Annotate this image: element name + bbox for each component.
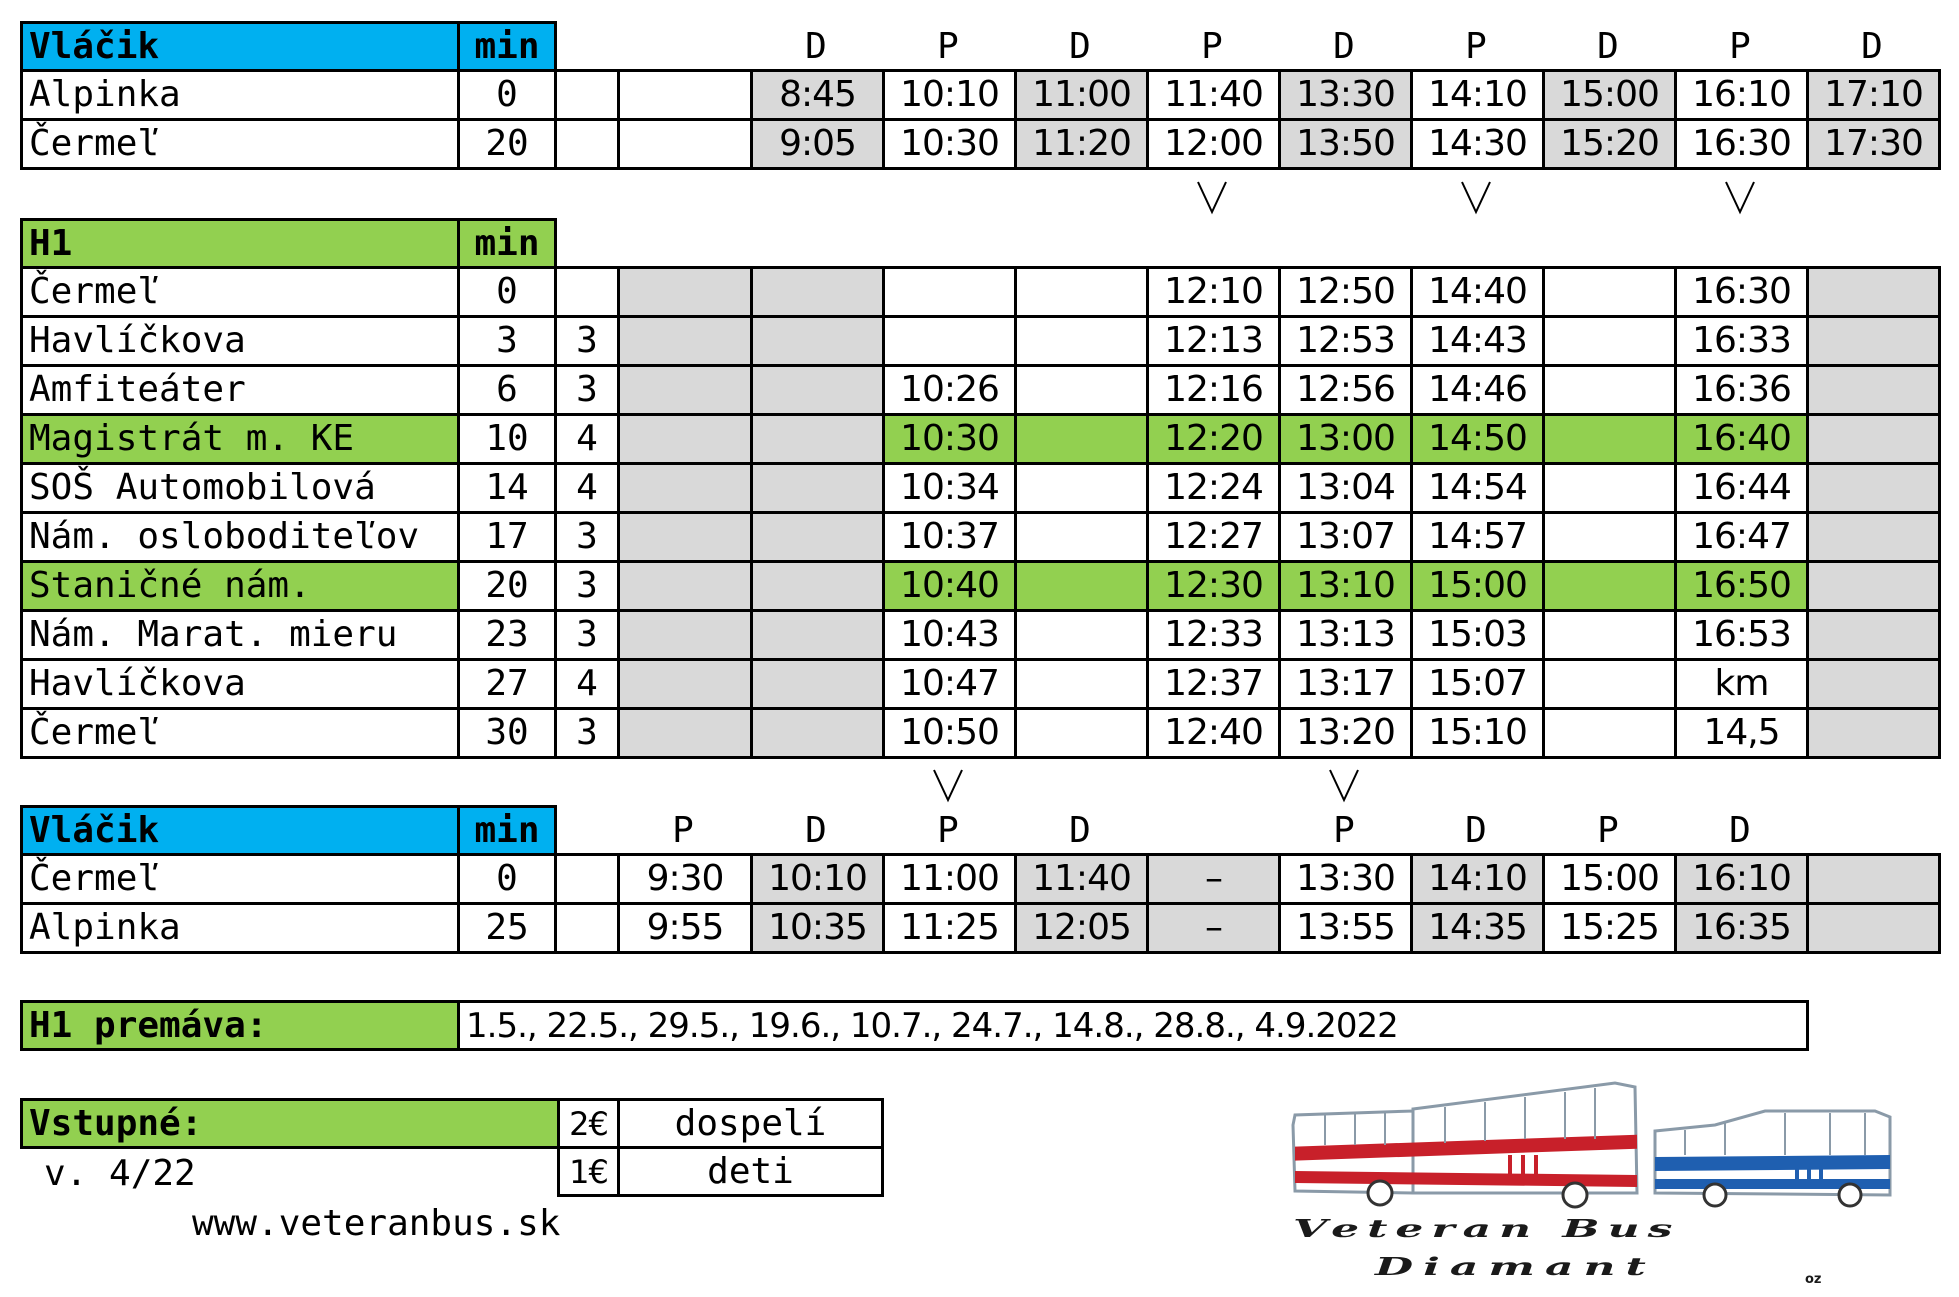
time-cell: 16:30	[1674, 118, 1809, 170]
time-cell: 14:10	[1410, 69, 1545, 121]
admission-label: Vstupné:	[20, 1098, 560, 1149]
time-cell	[617, 511, 753, 563]
stop-interval: 3	[554, 609, 620, 661]
time-cell: 13:00	[1278, 413, 1413, 465]
stop-minutes: 25	[457, 902, 557, 954]
version-label: v. 4/22	[44, 1153, 196, 1194]
time-cell: 16:40	[1674, 413, 1809, 465]
time-cell: 10:47	[882, 658, 1017, 710]
day-type: D	[1597, 26, 1619, 67]
time-cell	[617, 462, 753, 514]
time-cell	[750, 511, 885, 563]
day-type: P	[1729, 26, 1751, 67]
day-type: P	[937, 810, 959, 851]
stop-minutes: 3	[457, 315, 557, 367]
time-cell	[1806, 266, 1941, 318]
time-cell: 15:20	[1542, 118, 1677, 170]
time-cell: 16:10	[1674, 853, 1809, 905]
time-cell: 13:30	[1278, 69, 1413, 121]
time-cell	[1806, 609, 1941, 661]
day-type: P	[937, 26, 959, 67]
time-cell: 14:30	[1410, 118, 1545, 170]
adult-label: dospelí	[617, 1098, 884, 1149]
stop-minutes: 27	[457, 658, 557, 710]
time-cell	[1014, 364, 1149, 416]
time-cell	[617, 658, 753, 710]
time-cell: 14:40	[1410, 266, 1545, 318]
time-cell	[1014, 315, 1149, 367]
adult-price: 2€	[557, 1098, 620, 1149]
time-cell: 13:50	[1278, 118, 1413, 170]
time-cell: 16:33	[1674, 315, 1809, 367]
blank-cell	[554, 902, 620, 954]
time-cell: 10:30	[882, 118, 1017, 170]
time-cell: 8:45	[750, 69, 885, 121]
time-cell: 12:27	[1146, 511, 1281, 563]
connection-arrow-icon	[1674, 178, 1806, 218]
time-cell: 11:40	[1146, 69, 1281, 121]
stop-interval: 3	[554, 364, 620, 416]
stop-name: SOŠ Automobilová	[20, 462, 460, 514]
time-cell	[750, 560, 885, 612]
time-cell	[1542, 609, 1677, 661]
connection-arrow-icon	[882, 766, 1014, 806]
time-cell: km	[1674, 658, 1809, 710]
veteran-bus-logo	[1285, 1075, 1905, 1290]
time-cell: 12:10	[1146, 266, 1281, 318]
time-cell	[750, 413, 885, 465]
time-cell	[1806, 462, 1941, 514]
day-type: D	[1069, 810, 1091, 851]
operating-days-label: H1 premáva:	[20, 1000, 460, 1051]
time-cell: 15:00	[1410, 560, 1545, 612]
time-cell	[1014, 707, 1149, 759]
stop-minutes: 20	[457, 118, 557, 170]
time-cell	[750, 462, 885, 514]
time-cell: 11:20	[1014, 118, 1149, 170]
time-cell: 9:55	[617, 902, 753, 954]
time-cell: 14,5	[1674, 707, 1809, 759]
time-cell	[617, 609, 753, 661]
time-cell: 15:00	[1542, 853, 1677, 905]
time-cell: 14:46	[1410, 364, 1545, 416]
stop-name: Staničné nám.	[20, 560, 460, 612]
time-cell	[1806, 658, 1941, 710]
stop-name: Čermeľ	[20, 266, 460, 318]
time-cell	[617, 266, 753, 318]
time-cell	[750, 315, 885, 367]
day-type: D	[805, 810, 827, 851]
time-cell	[617, 707, 753, 759]
day-type: D	[805, 26, 827, 67]
day-type: D	[1333, 26, 1355, 67]
blank-cell	[617, 69, 753, 121]
stop-name: Čermeľ	[20, 707, 460, 759]
time-cell: 12:13	[1146, 315, 1281, 367]
blank-cell	[554, 69, 620, 121]
time-cell	[1806, 707, 1941, 759]
time-cell	[1014, 658, 1149, 710]
time-cell: 12:56	[1278, 364, 1413, 416]
stop-name: Čermeľ	[20, 118, 460, 170]
time-cell: 10:50	[882, 707, 1017, 759]
stop-name: Amfiteáter	[20, 364, 460, 416]
top-min-header: min	[457, 21, 557, 72]
stop-name: Havlíčkova	[20, 658, 460, 710]
stop-minutes: 20	[457, 560, 557, 612]
time-cell	[750, 364, 885, 416]
stop-interval: 4	[554, 462, 620, 514]
time-cell	[1542, 511, 1677, 563]
time-cell	[1806, 511, 1941, 563]
time-cell: 17:10	[1806, 69, 1941, 121]
time-cell: 10:26	[882, 364, 1017, 416]
time-cell: 13:04	[1278, 462, 1413, 514]
time-cell: 13:55	[1278, 902, 1413, 954]
time-cell	[750, 707, 885, 759]
stop-name: Alpinka	[20, 902, 460, 954]
child-label: deti	[617, 1146, 884, 1197]
time-cell	[1806, 902, 1941, 954]
stop-minutes: 23	[457, 609, 557, 661]
time-cell: 10:35	[750, 902, 885, 954]
time-cell: 12:20	[1146, 413, 1281, 465]
time-cell	[1542, 315, 1677, 367]
bottom-min-header: min	[457, 805, 557, 856]
time-cell: 13:17	[1278, 658, 1413, 710]
time-cell: 12:00	[1146, 118, 1281, 170]
website-link[interactable]: www.veteranbus.sk	[192, 1203, 561, 1244]
time-cell: 16:50	[1674, 560, 1809, 612]
logo-line1: Veteran Bus	[1293, 1215, 1681, 1244]
time-cell: 11:40	[1014, 853, 1149, 905]
time-cell	[1014, 511, 1149, 563]
time-cell: 15:03	[1410, 609, 1545, 661]
time-cell: 14:57	[1410, 511, 1545, 563]
time-cell: –	[1146, 902, 1281, 954]
stop-name: Nám. osloboditeľov	[20, 511, 460, 563]
time-cell	[1542, 560, 1677, 612]
time-cell	[1806, 560, 1941, 612]
time-cell: 13:10	[1278, 560, 1413, 612]
time-cell	[617, 315, 753, 367]
stop-interval: 3	[554, 315, 620, 367]
time-cell: 16:47	[1674, 511, 1809, 563]
time-cell	[1014, 462, 1149, 514]
h1-min-header: min	[457, 218, 557, 269]
stop-interval: 4	[554, 413, 620, 465]
h1-header: H1	[20, 218, 460, 269]
time-cell	[1806, 413, 1941, 465]
time-cell: 10:10	[882, 69, 1017, 121]
time-cell: 14:50	[1410, 413, 1545, 465]
connection-arrow-icon	[1278, 766, 1410, 806]
time-cell: 12:53	[1278, 315, 1413, 367]
time-cell	[750, 658, 885, 710]
time-cell	[1542, 364, 1677, 416]
day-type: D	[1729, 810, 1751, 851]
time-cell	[882, 266, 1017, 318]
time-cell: 12:40	[1146, 707, 1281, 759]
time-cell	[617, 413, 753, 465]
top-train-header: Vláčik	[20, 21, 460, 72]
time-cell	[1806, 853, 1941, 905]
stop-minutes: 17	[457, 511, 557, 563]
stop-name: Magistrát m. KE	[20, 413, 460, 465]
time-cell: 13:30	[1278, 853, 1413, 905]
time-cell	[1542, 658, 1677, 710]
day-type: P	[1465, 26, 1487, 67]
time-cell: 16:35	[1674, 902, 1809, 954]
time-cell: 11:25	[882, 902, 1017, 954]
time-cell: 12:30	[1146, 560, 1281, 612]
time-cell: 15:25	[1542, 902, 1677, 954]
time-cell: 10:40	[882, 560, 1017, 612]
time-cell: 13:07	[1278, 511, 1413, 563]
operating-days-dates: 1.5., 22.5., 29.5., 19.6., 10.7., 24.7., 14.8., 28.8., 4.9.2022	[457, 1000, 1809, 1051]
time-cell: 12:37	[1146, 658, 1281, 710]
day-type: P	[672, 810, 694, 851]
day-type: D	[1861, 26, 1883, 67]
time-cell: –	[1146, 853, 1281, 905]
day-type: D	[1069, 26, 1091, 67]
time-cell: 14:10	[1410, 853, 1545, 905]
logo-line2: Diamant	[1375, 1253, 1656, 1282]
time-cell	[1806, 364, 1941, 416]
connection-arrow-icon	[1410, 178, 1542, 218]
bus-illustration-icon	[1285, 1075, 1905, 1210]
time-cell	[617, 560, 753, 612]
time-cell: 10:43	[882, 609, 1017, 661]
day-type: P	[1597, 810, 1619, 851]
child-price: 1€	[557, 1146, 620, 1197]
stop-minutes: 0	[457, 853, 557, 905]
blank-cell	[554, 853, 620, 905]
time-cell: 9:30	[617, 853, 753, 905]
logo-suffix: oz	[1805, 1272, 1822, 1287]
stop-minutes: 14	[457, 462, 557, 514]
time-cell: 12:16	[1146, 364, 1281, 416]
time-cell: 15:00	[1542, 69, 1677, 121]
time-cell: 16:30	[1674, 266, 1809, 318]
stop-name: Nám. Marat. mieru	[20, 609, 460, 661]
time-cell: 10:30	[882, 413, 1017, 465]
time-cell	[1014, 413, 1149, 465]
time-cell: 10:37	[882, 511, 1017, 563]
time-cell: 14:35	[1410, 902, 1545, 954]
stop-name: Čermeľ	[20, 853, 460, 905]
stop-minutes: 0	[457, 69, 557, 121]
stop-interval: 3	[554, 511, 620, 563]
time-cell: 12:50	[1278, 266, 1413, 318]
time-cell	[1014, 609, 1149, 661]
stop-minutes: 0	[457, 266, 557, 318]
stop-name: Alpinka	[20, 69, 460, 121]
day-type: P	[1201, 26, 1223, 67]
time-cell	[1014, 266, 1149, 318]
time-cell: 16:44	[1674, 462, 1809, 514]
time-cell: 15:07	[1410, 658, 1545, 710]
time-cell: 17:30	[1806, 118, 1941, 170]
stop-interval	[554, 266, 620, 318]
stop-interval: 4	[554, 658, 620, 710]
time-cell: 12:05	[1014, 902, 1149, 954]
time-cell: 14:54	[1410, 462, 1545, 514]
blank-cell	[617, 118, 753, 170]
time-cell	[882, 315, 1017, 367]
time-cell: 12:33	[1146, 609, 1281, 661]
time-cell	[1542, 413, 1677, 465]
time-cell	[750, 609, 885, 661]
time-cell: 16:53	[1674, 609, 1809, 661]
time-cell: 11:00	[1014, 69, 1149, 121]
time-cell: 13:20	[1278, 707, 1413, 759]
day-type: D	[1465, 810, 1487, 851]
bottom-train-header: Vláčik	[20, 805, 460, 856]
time-cell	[617, 364, 753, 416]
time-cell: 12:24	[1146, 462, 1281, 514]
time-cell: 14:43	[1410, 315, 1545, 367]
time-cell	[1014, 560, 1149, 612]
time-cell: 16:36	[1674, 364, 1809, 416]
connection-arrow-icon	[1146, 178, 1278, 218]
stop-interval: 3	[554, 560, 620, 612]
time-cell: 9:05	[750, 118, 885, 170]
stop-name: Havlíčkova	[20, 315, 460, 367]
blank-cell	[554, 118, 620, 170]
time-cell	[1806, 315, 1941, 367]
time-cell: 11:00	[882, 853, 1017, 905]
time-cell	[1542, 462, 1677, 514]
stop-minutes: 30	[457, 707, 557, 759]
time-cell: 10:34	[882, 462, 1017, 514]
time-cell	[1542, 707, 1677, 759]
time-cell	[750, 266, 885, 318]
time-cell	[1542, 266, 1677, 318]
day-type: P	[1333, 810, 1355, 851]
time-cell: 13:13	[1278, 609, 1413, 661]
stop-interval: 3	[554, 707, 620, 759]
time-cell: 10:10	[750, 853, 885, 905]
time-cell: 16:10	[1674, 69, 1809, 121]
stop-minutes: 10	[457, 413, 557, 465]
time-cell: 15:10	[1410, 707, 1545, 759]
stop-minutes: 6	[457, 364, 557, 416]
